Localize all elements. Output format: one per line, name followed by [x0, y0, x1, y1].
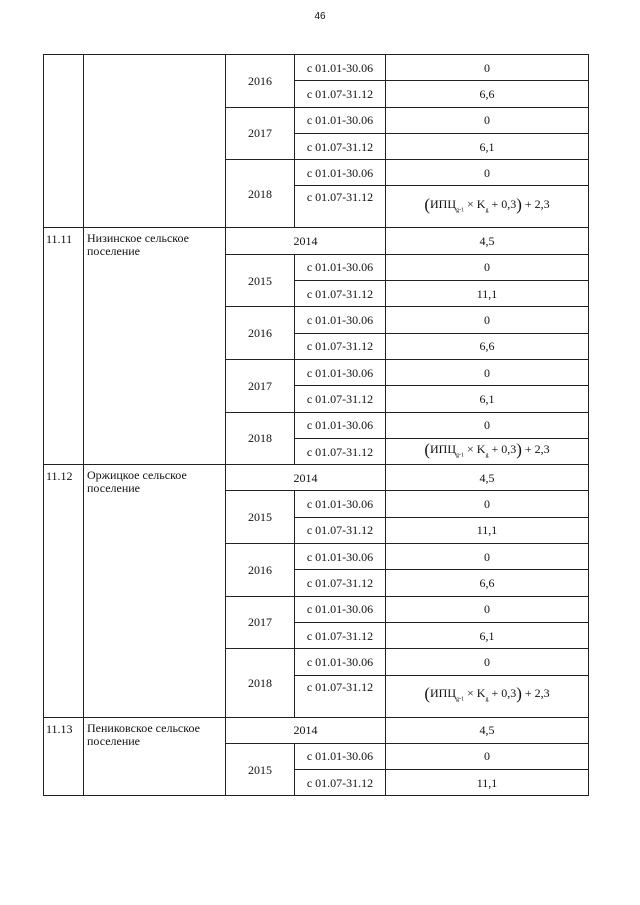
period-cell: с 01.07-31.12	[295, 333, 386, 359]
period-cell: с 01.07-31.12	[295, 622, 386, 648]
period-cell: с 01.01-30.06	[295, 359, 386, 385]
value-cell: 0	[386, 596, 589, 622]
settlement-name-cell: Оржицкое сельское поселение	[84, 465, 226, 717]
year-cell: 2015	[226, 743, 295, 796]
formula-cell: $(ИПЦ_{g-1} \times K_g + 0,3) + 2,3$	[386, 186, 589, 228]
value-cell: 4,5	[386, 717, 589, 743]
year-cell: 2014	[226, 465, 386, 491]
value-cell: 0	[386, 55, 589, 81]
value-cell: 6,1	[386, 386, 589, 412]
tariff-table	[43, 54, 589, 796]
row-number-cell: 11.11	[44, 228, 84, 465]
period-cell: с 01.07-31.12	[295, 386, 386, 412]
settlement-name-cell: Низинское сельское поселение	[84, 228, 226, 465]
year-cell: 2014	[226, 717, 386, 743]
period-cell: с 01.01-30.06	[295, 743, 386, 769]
value-cell: 0	[386, 649, 589, 675]
year-cell: 2014	[226, 228, 386, 254]
value-cell: 0	[386, 359, 589, 385]
period-cell: с 01.01-30.06	[295, 596, 386, 622]
period-cell: с 01.01-30.06	[295, 107, 386, 133]
period-cell: с 01.01-30.06	[295, 254, 386, 280]
page-number: 46	[314, 11, 326, 22]
table-row	[44, 465, 589, 491]
formula-cell: $(ИПЦ_{g-1} \times K_g + 0,3) + 2,3$	[386, 438, 589, 464]
period-cell: с 01.01-30.06	[295, 412, 386, 438]
table-row	[44, 717, 589, 743]
value-cell: 11,1	[386, 770, 589, 796]
value-cell: 0	[386, 544, 589, 570]
period-cell: с 01.01-30.06	[295, 160, 386, 186]
period-cell: с 01.07-31.12	[295, 81, 386, 107]
row-number-cell: 11.12	[44, 465, 84, 717]
period-cell: с 01.01-30.06	[295, 491, 386, 517]
period-cell: с 01.07-31.12	[295, 133, 386, 159]
period-cell: с 01.01-30.06	[295, 544, 386, 570]
value-cell: 6,1	[386, 133, 589, 159]
year-cell: 2018	[226, 160, 295, 228]
period-cell: с 01.01-30.06	[295, 649, 386, 675]
year-cell: 2015	[226, 254, 295, 307]
year-cell: 2016	[226, 544, 295, 597]
value-cell: 11,1	[386, 517, 589, 543]
value-cell: 0	[386, 307, 589, 333]
period-cell: с 01.01-30.06	[295, 55, 386, 81]
value-cell: 6,6	[386, 81, 589, 107]
period-cell: с 01.07-31.12	[295, 281, 386, 307]
settlement-name-cell	[84, 55, 226, 228]
table-row	[44, 228, 589, 254]
value-cell: 6,6	[386, 333, 589, 359]
period-cell: с 01.07-31.12	[295, 517, 386, 543]
period-cell: с 01.07-31.12	[295, 570, 386, 596]
period-cell: с 01.07-31.12	[295, 186, 386, 228]
year-cell: 2016	[226, 55, 295, 108]
value-cell: 0	[386, 412, 589, 438]
value-cell: 6,6	[386, 570, 589, 596]
period-cell: с 01.07-31.12	[295, 770, 386, 796]
year-cell: 2018	[226, 412, 295, 465]
value-cell: 4,5	[386, 228, 589, 254]
year-cell: 2015	[226, 491, 295, 544]
value-cell: 0	[386, 743, 589, 769]
row-number-cell	[44, 55, 84, 228]
value-cell: 6,1	[386, 622, 589, 648]
year-cell: 2017	[226, 596, 295, 649]
period-cell: с 01.07-31.12	[295, 438, 386, 464]
value-cell: 0	[386, 160, 589, 186]
year-cell: 2017	[226, 359, 295, 412]
value-cell: 11,1	[386, 281, 589, 307]
period-cell: с 01.07-31.12	[295, 675, 386, 717]
value-cell: 0	[386, 491, 589, 517]
year-cell: 2018	[226, 649, 295, 717]
value-cell: 0	[386, 254, 589, 280]
period-cell: с 01.01-30.06	[295, 307, 386, 333]
table-row	[44, 55, 589, 81]
value-cell: 4,5	[386, 465, 589, 491]
value-cell: 0	[386, 107, 589, 133]
year-cell: 2017	[226, 107, 295, 160]
year-cell: 2016	[226, 307, 295, 360]
settlement-name-cell: Пениковское сельское поселение	[84, 717, 226, 796]
formula-cell: $(ИПЦ_{g-1} \times K_g + 0,3) + 2,3$	[386, 675, 589, 717]
row-number-cell: 11.13	[44, 717, 84, 796]
